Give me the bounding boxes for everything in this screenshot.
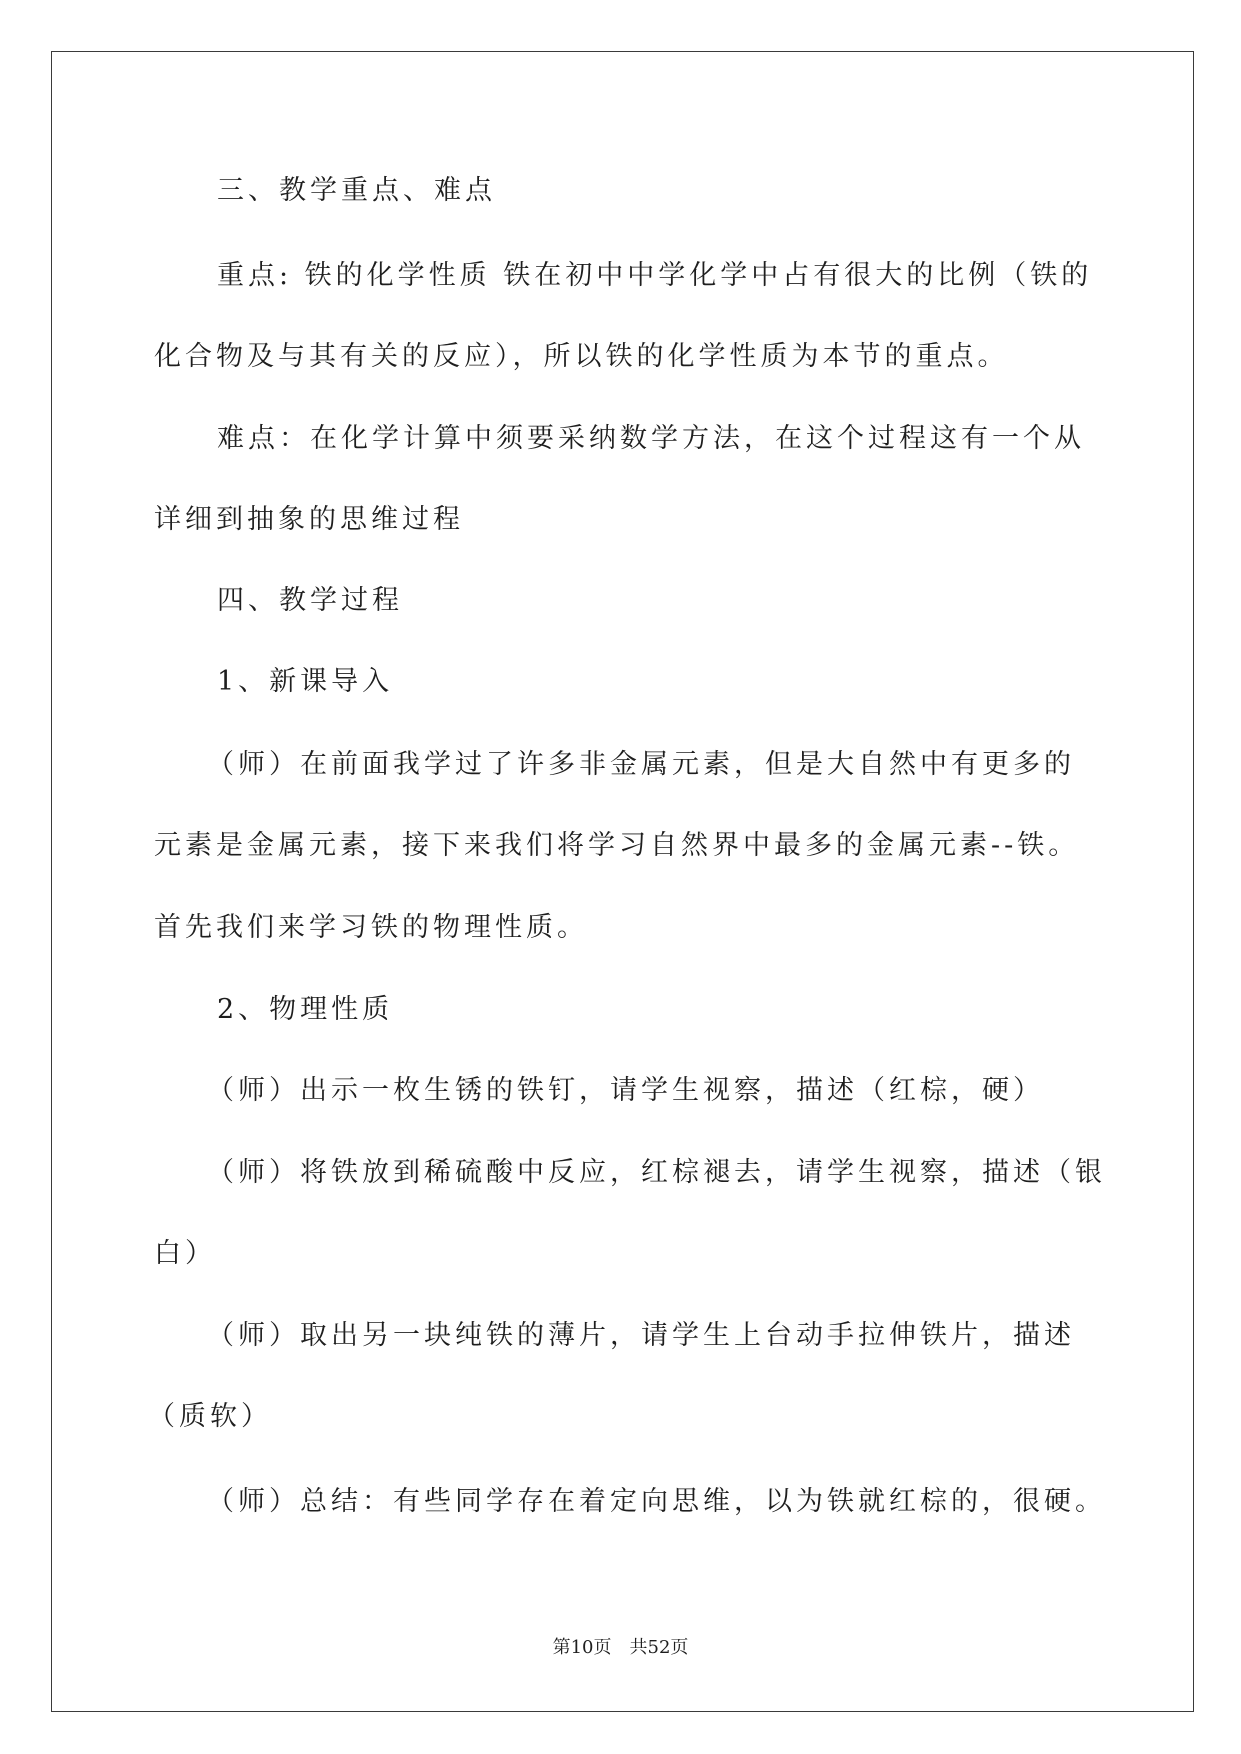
step1-paragraph-line-1: （师）在前面我学过了许多非金属元素，但是大自然中有更多的 — [207, 749, 1075, 780]
key-point-line-2: 化合物及与其有关的反应），所以铁的化学性质为本节的重点。 — [154, 341, 1009, 372]
difficult-point-line-1: 难点：在化学计算中须要采纳数学方法，在这个过程这有一个从 — [217, 423, 1085, 454]
step1-paragraph-line-2: 元素是金属元素，接下来我们将学习自然界中最多的金属元素--铁。 — [154, 830, 1080, 861]
step1-paragraph-line-3: 首先我们来学习铁的物理性质。 — [154, 912, 588, 943]
summary-line-1: （师）总结：有些同学存在着定向思维，以为铁就红棕的，很硬。 — [207, 1486, 1106, 1517]
step2-heading: 2、物理性质 — [217, 994, 394, 1025]
thin-sheet-line-2: （质软） — [148, 1401, 272, 1432]
key-point-line-1: 重点: 铁的化学性质 铁在初中中学化学中占有很大的比例（铁的 — [217, 260, 1093, 291]
section4-heading: 四、教学过程 — [217, 585, 403, 616]
thin-sheet-line-1: （师）取出另一块纯铁的薄片，请学生上台动手拉伸铁片，描述 — [207, 1320, 1075, 1351]
page-border — [51, 51, 1194, 1712]
acid-reaction-line-1: （师）将铁放到稀硫酸中反应，红棕褪去，请学生视察，描述（银 — [207, 1157, 1106, 1188]
difficult-point-line-2: 详细到抽象的思维过程 — [154, 504, 464, 535]
step1-heading: 1、新课导入 — [217, 666, 394, 697]
section3-heading: 三、教学重点、难点 — [217, 175, 496, 206]
page-number-footer: 第10页 共52页 — [552, 1637, 689, 1658]
acid-reaction-line-2: 白） — [154, 1238, 216, 1269]
show-nail-line-1: （师）出示一枚生锈的铁钉，请学生视察，描述（红棕，硬） — [207, 1075, 1044, 1106]
